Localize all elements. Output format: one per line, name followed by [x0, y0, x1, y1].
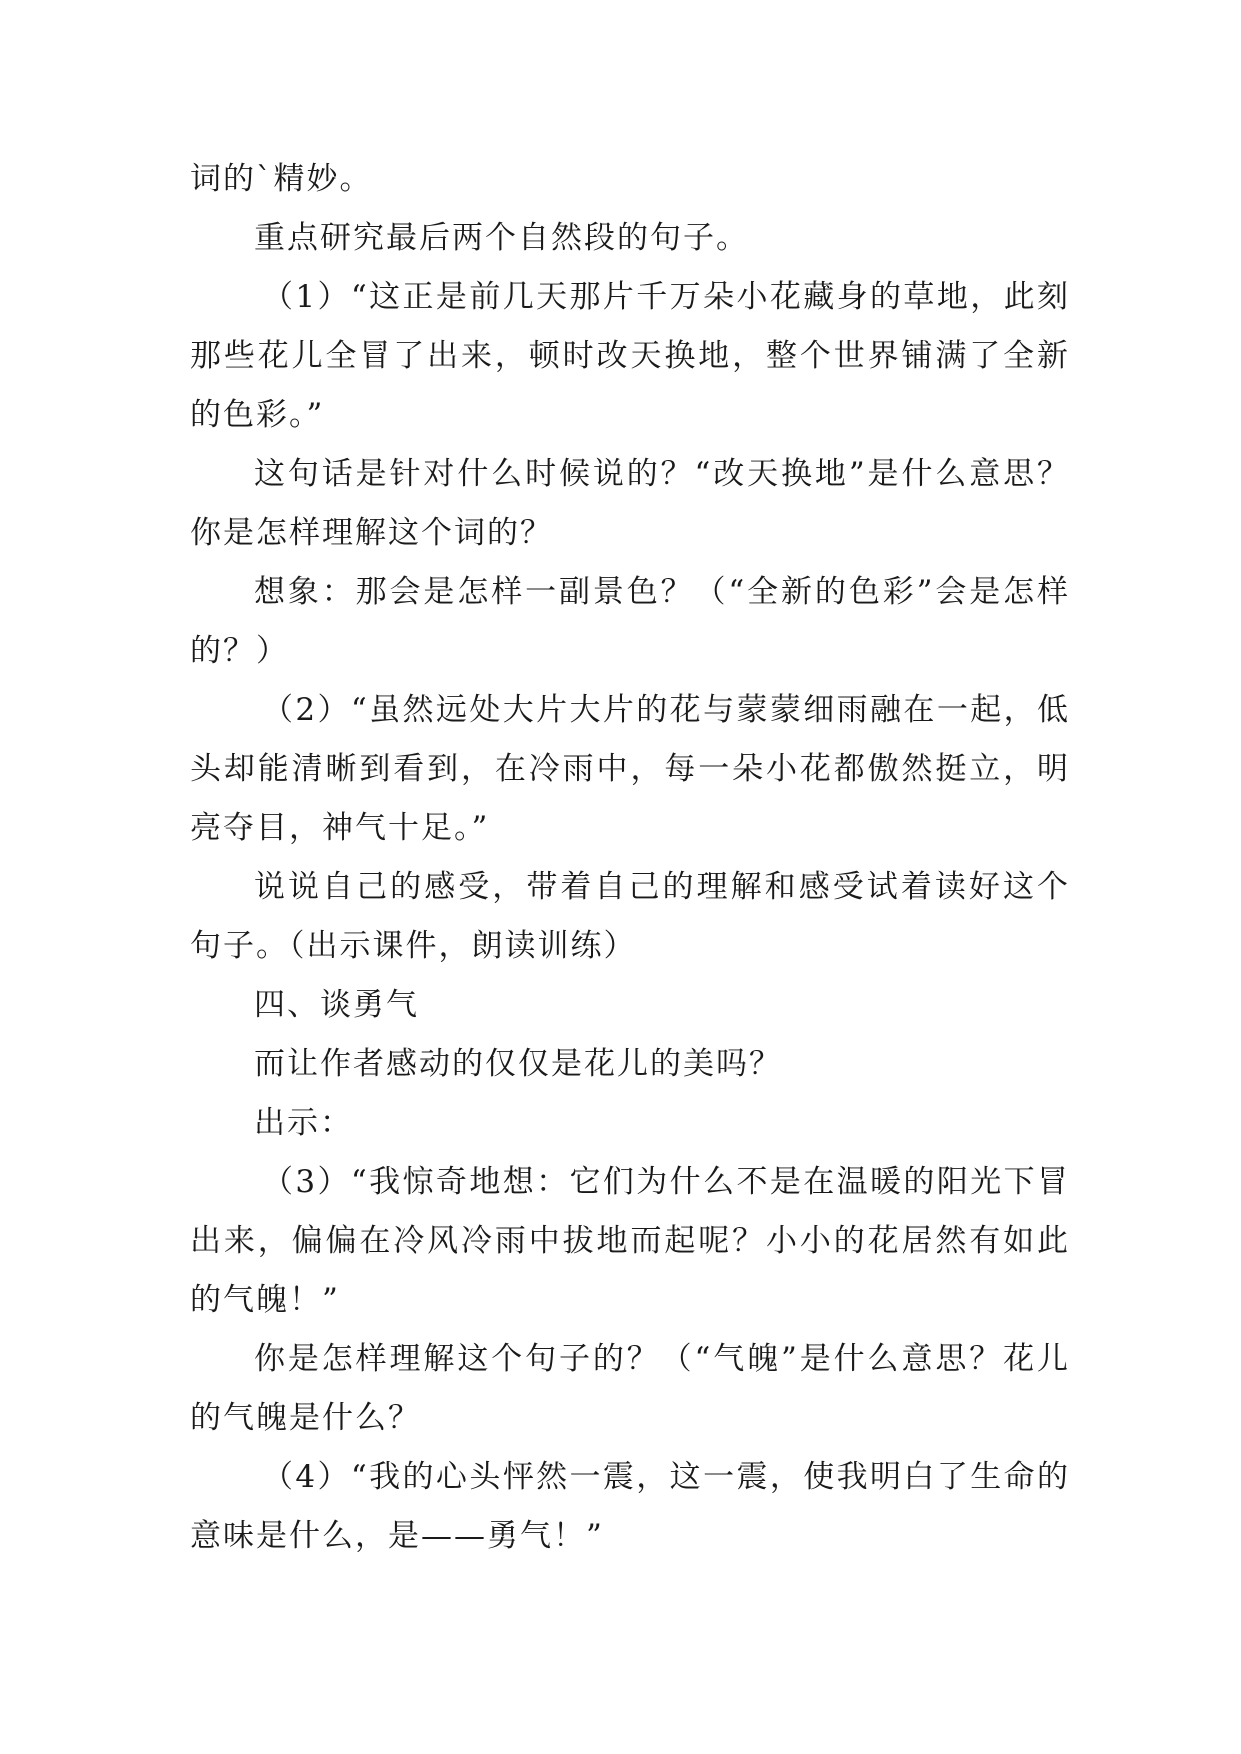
- paragraph-2: 重点研究最后两个自然段的句子。: [254, 220, 749, 256]
- quote-1: （1）“这正是前几天那片千万朵小花藏身的草地，此刻那些花儿全冒了出来，顿时改天换地，整个世界铺满了全新的色彩。”: [190, 279, 1070, 433]
- paragraph-7: 出示：: [254, 1105, 353, 1141]
- quote-2: （2）“虽然远处大片大片的花与蒙蒙细雨融在一起，低头却能清晰到看到，在冷雨中，每一朵小花都傲然挺立，明亮夺目，神气十足。”: [190, 692, 1070, 846]
- paragraph-3: 这句话是针对什么时候说的？“改天换地”是什么意思？你是怎样理解这个词的？: [190, 456, 1070, 551]
- quote-3: （3）“我惊奇地想：它们为什么不是在温暖的阳光下冒出来，偏偏在冷风冷雨中拔地而起呢？小小的花居然有如此的气魄！”: [190, 1164, 1070, 1318]
- document-body: [190, 150, 1070, 1566]
- paragraph-6: 而让作者感动的仅仅是花儿的美吗？: [254, 1046, 782, 1082]
- paragraph-1: 词的`精妙。: [190, 161, 373, 197]
- paragraph-5: 说说自己的感受，带着自己的理解和感受试着读好这个句子。（出示课件，朗读训练）: [190, 869, 1070, 964]
- paragraph-8: 你是怎样理解这个句子的？（“气魄”是什么意思？花儿的气魄是什么？: [190, 1341, 1070, 1436]
- section-heading: 四、谈勇气: [254, 987, 419, 1023]
- paragraph-4: 想象：那会是怎样一副景色？（“全新的色彩”会是怎样的？）: [190, 574, 1070, 669]
- quote-4: （4）“我的心头怦然一震，这一震，使我明白了生命的意味是什么，是——勇气！”: [190, 1459, 1070, 1554]
